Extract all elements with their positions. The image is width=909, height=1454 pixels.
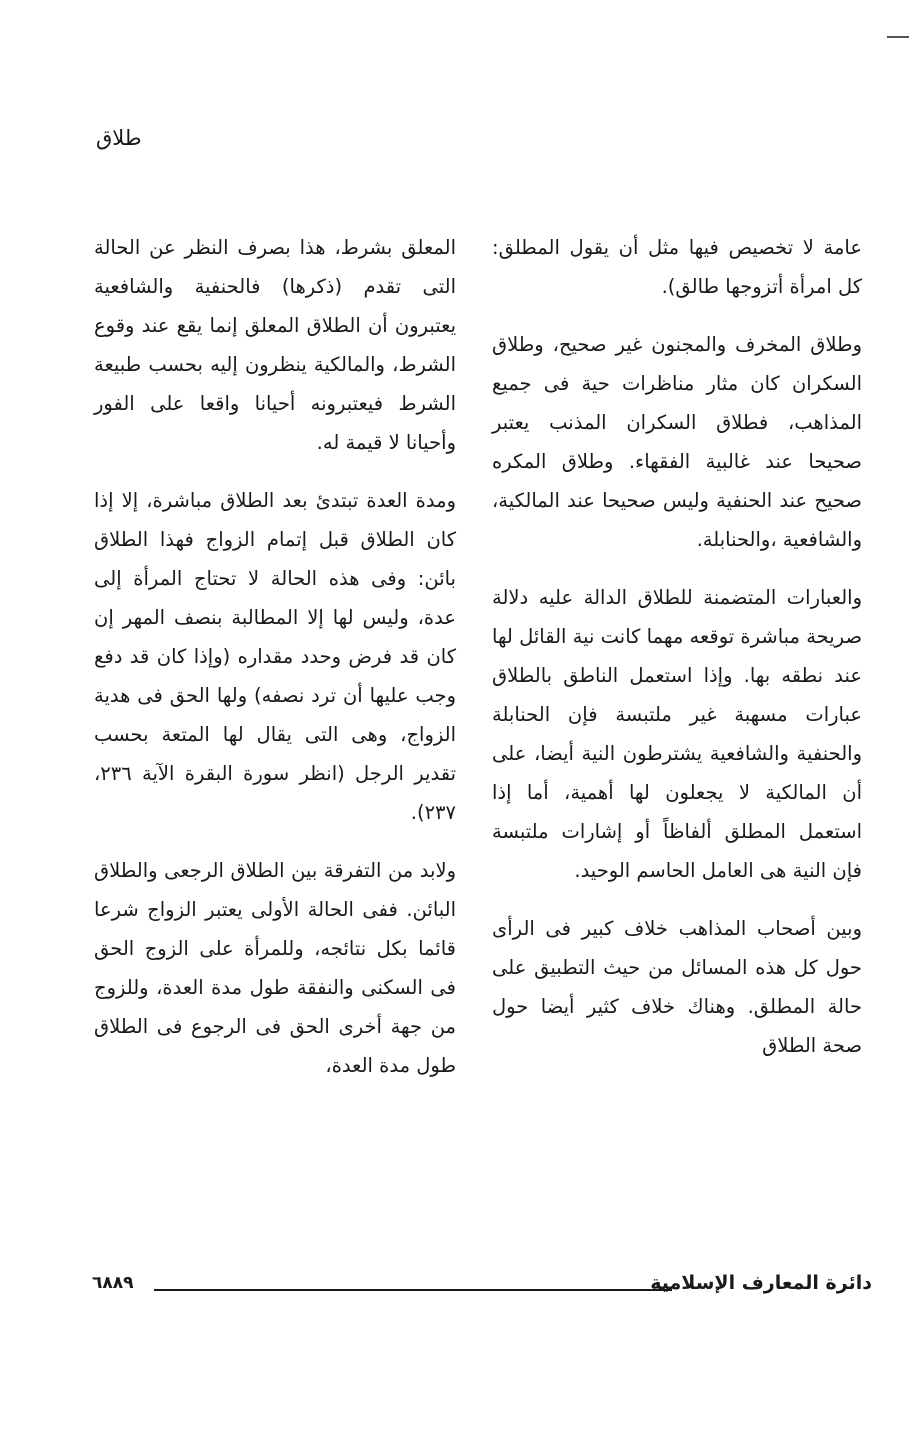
footer-rule [154, 1289, 672, 1291]
running-title: طلاق [96, 126, 142, 150]
page-number: ٦٨٨٩ [92, 1273, 134, 1293]
publication-title: دائرة المعارف الإسلامية [650, 1272, 872, 1294]
paragraph: والعبارات المتضمنة للطلاق الدالة عليه دلالة صريحة مباشرة توقعه مهما كانت نية القائل لها عند نطقه بها. وإذا استعمل الناطق بالطلاق عبارات مسهبة غير ملتبسة فإن الحنابلة والحنفية والشافعية يشترطون النية أيضا، على أن المالكية لا يجعلون لها أهمية، أما إذا استعمل المطلق ألفاظاً أو إشارات ملتبسة فإن النية هى العامل الحاسم الوحيد. [492, 586, 862, 882]
paragraph: وطلاق المخرف والمجنون غير صحيح، وطلاق السكران كان مثار مناظرات حية فى جميع المذاهب، فطلاق السكران المذنب يعتبر صحيحا عند غالبية الفقهاء. وطلاق المكره صحيح عند الحنفية وليس صحيحا عند المالكية، والشافعية ،والحنابلة. [492, 333, 862, 551]
paragraph: ومدة العدة تبتدئ بعد الطلاق مباشرة، إلا إذا كان الطلاق قبل إتمام الزواج فهذا الطلاق بائن: وفى هذه الحالة لا تحتاج المرأة إلى عدة، وليس لها إلا المطالبة بنصف المهر إن كان قد فرض وحدد مقداره (وإذا كان قد دفع وجب عليها أن ترد نصفه) ولها الحق فى هدية الزواج، وهى التى يقال لها المتعة بحسب تقدير الرجل (انظر سورة البقرة الآية ٢٣٦، ٢٣٧). [94, 489, 456, 824]
page-footer [92, 1272, 872, 1302]
left-column [94, 228, 456, 1104]
paragraph: عامة لا تخصيص فيها مثل أن يقول المطلق: كل امرأة أتزوجها طالق). [492, 236, 862, 298]
paragraph: المعلق بشرط، هذا بصرف النظر عن الحالة التى تقدم (ذكرها) فالحنفية والشافعية يعتبرون أن الطلاق المعلق إنما يقع عند وقوع الشرط، والمالكية ينظرون إليه بحسب طبيعة الشرط فيعتبرونه أحيانا واقعا على الفور وأحيانا لا قيمة له. [94, 236, 456, 454]
right-column [492, 228, 862, 1084]
paragraph: ولابد من التفرقة بين الطلاق الرجعى والطلاق البائن. ففى الحالة الأولى يعتبر الزواج شرعا قائما بكل نتائجه، وللمرأة على الزوج الحق فى السكنى والنفقة طول مدة العدة، وللزوج من جهة أخرى الحق فى الرجوع فى الطلاق طول مدة العدة، [94, 859, 456, 1077]
scan-edge-mark [887, 36, 909, 38]
paragraph: وبين أصحاب المذاهب خلاف كبير فى الرأى حول كل هذه المسائل من حيث التطبيق على حالة المطلق. وهناك خلاف كثير أيضا حول صحة الطلاق [492, 917, 862, 1057]
